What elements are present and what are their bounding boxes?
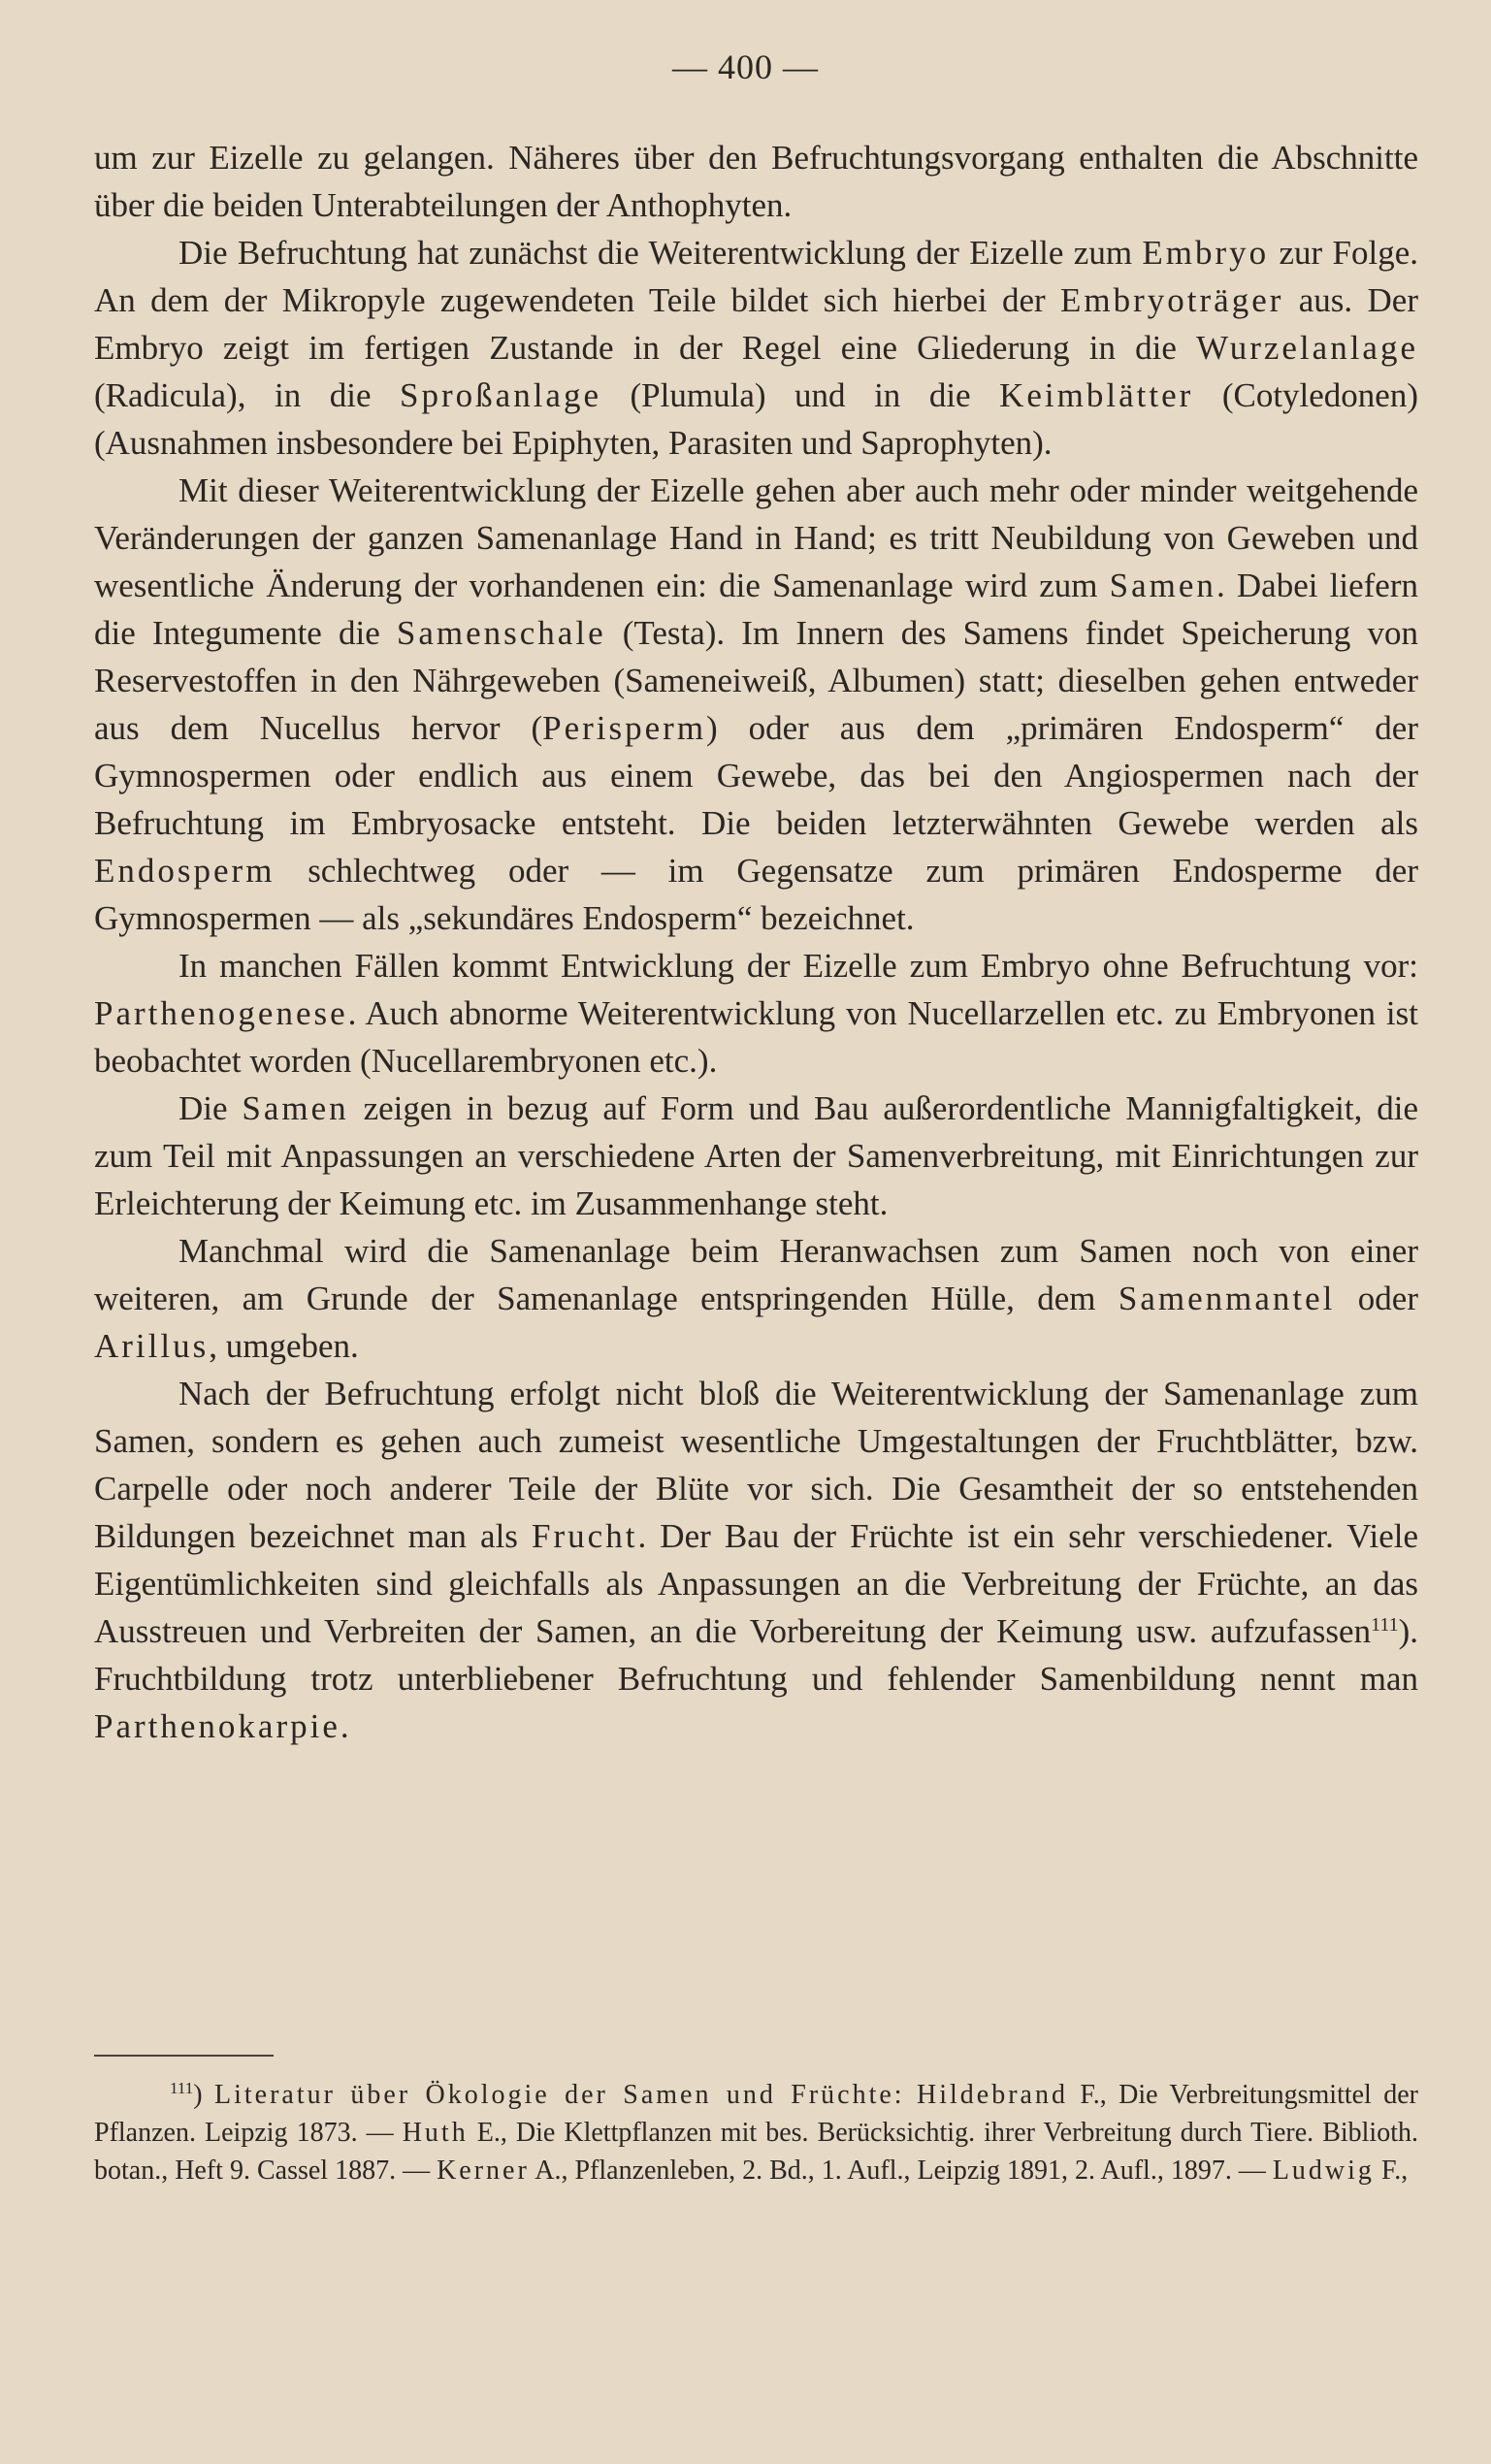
emphasized-term: Literatur über Ökologie der Samen und Früchte: — [213, 2080, 905, 2110]
page-number: — 400 — — [672, 48, 819, 86]
text-run: um zur Eizelle zu gelangen. Näheres über den Befruchtungsvorgang enthalten die Abschnitte über die beiden Unterabteilungen der Anthophyten. — [94, 139, 1418, 224]
text-run: (Testa). Im Innern des Samens findet Speicherung von Reservestoffen in den Nährgeweben (Sameneiweiß, Albumen) statt; dieselben gehen entweder aus dem Nucellus hervor ( — [94, 614, 1419, 747]
text-run: F., Die Verbreitungsmittel der Pflanzen. Leipzig 1873. — — [94, 2080, 1418, 2148]
emphasized-term: Hildebrand — [917, 2080, 1068, 2110]
paragraph — [94, 1370, 1418, 1750]
text-run: Mit dieser Weiterentwicklung der Eizelle gehen aber auch mehr oder minder weitgehende Veränderungen der ganzen Samenanlage Hand in Hand; es tritt Neubildung von Geweben und wesentliche Änderung der vorhandenen ein: die Samenanlage wird zum — [94, 471, 1418, 604]
paragraph — [94, 467, 1418, 942]
text-run: . — [340, 1707, 349, 1745]
emphasized-term: Keimblätter — [999, 376, 1194, 414]
text-run: Nach der Befruchtung erfolgt nicht bloß die Weiterentwicklung der Samenanlage zum Samen, sondern es gehen auch zumeist wesentliche Umgestaltungen der Fruchtblätter, bzw. Carpelle oder noch anderer Teile der Blüte vor sich. Die Gesamtheit der so entstehenden Bildungen bezeichnet man als — [94, 1375, 1418, 1555]
text-run: (Cotyledonen) (Ausnahmen insbesondere bei Epiphyten, Parasiten und Saprophyten). — [94, 376, 1418, 462]
emphasized-term: Endosperm — [94, 852, 276, 890]
text-run: . Auch abnorme Weiterentwicklung von Nucellarzellen etc. zu Embryonen ist beobachtet worden (Nucellarembryonen etc.). — [94, 994, 1418, 1080]
emphasized-term: Frucht — [532, 1517, 638, 1555]
emphasized-term: Samen — [242, 1089, 349, 1127]
paragraph — [94, 229, 1418, 467]
footnote-reference: 111 — [1371, 1614, 1399, 1636]
emphasized-term: Embryoträger — [1060, 281, 1284, 319]
emphasized-term: Arillus — [94, 1327, 210, 1365]
footnote-text — [94, 2076, 1418, 2189]
paragraph — [94, 134, 1418, 229]
footnote — [94, 2076, 1418, 2189]
footnote-divider — [94, 2055, 274, 2057]
text-run: F., — [1374, 2156, 1409, 2186]
text-run: In manchen Fällen kommt Entwicklung der Eizelle zum Embryo ohne Befruchtung vor: — [178, 947, 1418, 985]
emphasized-term: Samenschale — [396, 614, 606, 652]
emphasized-term: Embryo — [1142, 234, 1270, 272]
emphasized-term: Kerner — [437, 2156, 530, 2186]
text-run: Die — [178, 1089, 243, 1127]
emphasized-term: Perisperm — [542, 709, 707, 747]
paragraph — [94, 1085, 1418, 1227]
text-run: (Plumula) und in die — [601, 376, 1000, 414]
text-run — [905, 2080, 917, 2110]
text-run: (Radicula), in die — [94, 376, 401, 414]
text-run: aus. Der Embryo zeigt im fertigen Zustande in der Regel eine Gliederung in die — [94, 281, 1418, 367]
paragraph — [94, 1227, 1418, 1370]
emphasized-term: Wurzelanlage — [1196, 329, 1418, 367]
text-run: , umgeben. — [209, 1327, 359, 1365]
text-run: Manchmal wird die Samenanlage beim Heranwachsen zum Samen noch von einer weiteren, am Grunde der Samenanlage entspringenden Hülle, dem — [94, 1232, 1418, 1317]
text-run: zeigen in bezug auf Form und Bau außerordentliche Mannigfaltigkeit, die zum Teil mit Anpassungen an verschiedene Arten der Samenverbreitung, mit Einrichtungen zur Erleichterung der Keimung etc. im Zusammenhange steht. — [94, 1089, 1418, 1222]
emphasized-term: Parthenokarpie — [94, 1707, 340, 1745]
emphasized-term: Parthenogenese — [94, 994, 348, 1032]
footnote-reference: 111 — [170, 2079, 194, 2097]
text-run: E., Die Klettpflanzen mit bes. Berücksichtig. ihrer Verbreitung durch Tiere. Biblioth. botan., Heft 9. Cassel 1887. — — [94, 2118, 1418, 2186]
text-run: ) — [193, 2080, 214, 2110]
emphasized-term: Huth — [402, 2118, 469, 2148]
paragraph — [94, 942, 1418, 1085]
text-run: . Der Bau der Früchte ist ein sehr verschiedener. Viele Eigentümlichkeiten sind gleichfalls als Anpassungen an die Verbreitung der Früchte, an das Ausstreuen und Verbreiten der Samen, an die Vorbereitung der Keimung usw. aufzufassen — [94, 1517, 1418, 1650]
text-run: Die Befruchtung hat zunächst die Weiterentwicklung der Eizelle zum — [178, 234, 1143, 272]
emphasized-term: Samen — [1109, 567, 1216, 604]
text-run: . Dabei liefern die Integumente die — [94, 567, 1418, 652]
text-run: zur Folge. An dem der Mikropyle zugewendeten Teile bildet sich hierbei der — [94, 234, 1418, 319]
text-run: schlechtweg oder — im Gegensatze zum primären Endosperme der Gymnospermen — als „sekundäres Endosperm“ bezeichnet. — [94, 852, 1418, 937]
emphasized-term: Samenmantel — [1118, 1280, 1336, 1317]
emphasized-term: Sproßanlage — [400, 376, 601, 414]
emphasized-term: Ludwig — [1272, 2156, 1375, 2186]
text-run: ). Fruchtbildung trotz unterbliebener Befruchtung und fehlender Samenbildung nennt man — [94, 1612, 1418, 1698]
text-run: A., Pflanzenleben, 2. Bd., 1. Aufl., Leipzig 1891, 2. Aufl., 1897. — — [529, 2156, 1273, 2186]
text-run: ) oder aus dem „primären Endosperm“ der Gymnospermen oder endlich aus einem Gewebe, das bei den Angiospermen nach der Befruchtung im Embryosacke entsteht. Die beiden letzterwähnten Gewebe werden als — [94, 709, 1418, 842]
text-run: oder — [1335, 1280, 1418, 1317]
body-text — [94, 134, 1418, 1750]
